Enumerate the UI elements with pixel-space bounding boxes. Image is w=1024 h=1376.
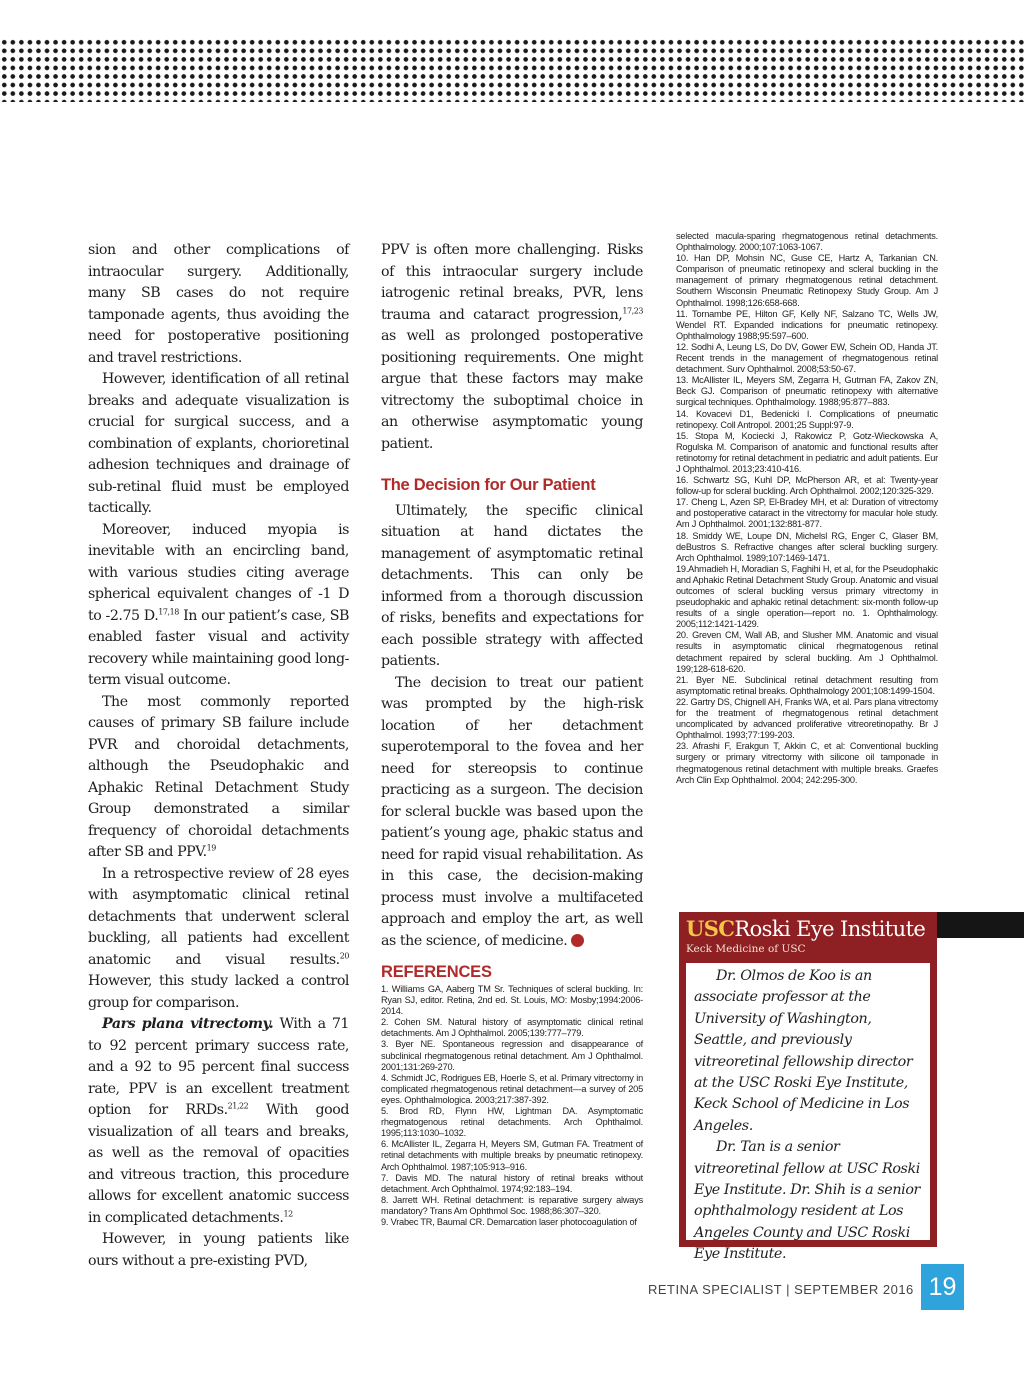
reference-item: 6. McAllister IL, Zegarra H, Meyers SM, Gutman FA. Treatment of retinal detachments with multiple breaks by pneumatic retinopexy. Arch Ophthalmol. 1987;105:913–916.	[381, 1139, 643, 1172]
references-heading: REFERENCES	[381, 963, 492, 981]
sidebar-accent-bar	[937, 912, 1024, 938]
reference-item: 8. Jarrett WH. Retinal detachment: is reparative surgery always mandatory? Trans Am Ophthmol Soc. 1988;86:307–320.	[381, 1194, 643, 1216]
reference-item: 5. Brod RD, Flynn HW, Lightman DA. Asymptomatic rhegmatogenous retinal detachments. Arch Ophthalmol. 1995;113:1030–1032.	[381, 1106, 643, 1139]
reference-item: 10. Han DP, Mohsin NC, Guse CE, Hartz A, Tarkanian CN. Comparison of pneumatic retinopexy and scleral buckling in the management of primary rhegmatogenous retinal detachment. Southern Wisconsin Pneumatic Retinopexy Study Group. Am J Ophthalmol. 1998;126:658-668.	[676, 253, 938, 308]
logo-subtitle: Keck Medicine of USC	[686, 943, 806, 955]
author-bio-box	[686, 963, 930, 1263]
reference-item: 23. Afrashi F, Erakgun T, Akkin C, et al: Conventional buckling surgery or primary vitrectomy with silicone oil tamponade in rhegmatogenous retinal detachment with multiple breaks. Graefes Arch Clin Exp Ophthalmol. 2004; 242:295-300.	[676, 741, 938, 785]
reference-item: 18. Smiddy WE, Loupe DN, Michelsl RG, Enger C, Glaser BM, deBustros S. Refractive changes after scleral buckling surgery. Arch Ophthalmol. 1989;107:1469-1471.	[676, 530, 938, 563]
reference-item: 19.Ahmadieh H, Moradian S, Faghihi H, et al, for the Pseudophakic and Aphakic Retinal Detachment Study Group. Anatomic and visual outcomes of scleral buckling versus primary vitrectomy in pseudophakic and aphakic retinal detachment: six-month follow-up results of a single operation—report no. 1. Ophthalmology. 2005;112:1421-1429.	[676, 563, 938, 630]
paragraph: Pars plana vitrectomy. With a 71 to 92 percent primary success rate, and a 92 to 95 percent final success rate, PPV is an excellent treatment option for RRDs.$^{21,22}$ With good visualization of all tears and breaks, as well as the removal of opacities and vitreous traction, this procedure allows for excellent anatomic success in complicated detachments.$^{12}$	[88, 1016, 349, 1226]
references-list-left	[381, 984, 643, 1228]
author-sidebar	[679, 912, 937, 1263]
paragraph: In a retrospective review of 28 eyes with asymptomatic clinical retinal detachments that underwent scleral buckling, all patients had excellent anatomic and visual results.$^{20}$ However, this study lacked a control group for comparison.	[88, 865, 349, 1011]
usc-roski-logo: USCRoski Eye Institute	[686, 916, 926, 941]
reference-item: 13. McAllister IL, Meyers SM, Zegarra H, Gutman FA, Zakov ZN, Beck GJ. Comparison of pneumatic retinopexy with alternative surgical techniques. Ophthalmology. 1988;95:877–883.	[676, 375, 938, 408]
reference-item: selected macula-sparing rhegmatogenous retinal detachments. Ophthalmology. 2000;107:1063-1067.	[676, 231, 938, 253]
author-bio: Dr. Olmos de Koo is an associate professor at the University of Washington, Seattle, and previously vitreoretinal fellowship director at the USC Roski Eye Institute, Keck School of Medicine in Los Angeles.	[694, 968, 913, 1134]
paragraph: sion and other complications of intraocular surgery. Additionally, many SB cases do not require tamponade agents, thus avoiding the need for postoperative positioning and travel restrictions.	[88, 242, 349, 366]
reference-item: 17. Cheng L, Azen SP, El-Bradey MH, et al: Duration of vitrectomy and postoperative cataract in the vitrectomy for macular hole study. Am J Ophthalmol. 2001;132:881-877.	[676, 497, 938, 530]
paragraph: The most commonly reported causes of primary SB failure include PVR and choroidal detachments, although the Pseudophakic and Aphakic Retinal Detachment Study Group demonstrated a similar frequency of choroidal detachments after SB and PPV.$^{19}$	[88, 693, 349, 860]
dot-pattern-header	[0, 38, 1024, 102]
end-mark-icon: RS	[571, 934, 584, 947]
reference-item: 15. Stopa M, Kociecki J, Rakowicz P, Gotz-Wieckowska A, Rogulska M. Comparison of anatomic and functional results after retinotomy for retinal detachment in pediatric and adult patients. Eur J Ophthalmol. 2013;23:410-416.	[676, 430, 938, 474]
author-bio: Dr. Tan is a senior vitreoretinal fellow at USC Roski Eye Institute. Dr. Shih is a senior ophthalmology resident at Los Angeles County and USC Roski Eye Institute.	[694, 1139, 920, 1263]
reference-item: 12. Sodhi A, Leung LS, Do DV, Gower EW, Schein OD, Handa JT. Recent trends in the management of rhegmatogenous retinal detachment. Surv Ophthalmol. 2008;53:50-67.	[676, 341, 938, 375]
paragraph: The decision to treat our patient was prompted by the high-risk location of her detachment superotemporal to the fovea and her need for stereopsis to continue practicing as a surgeon. The decision for scleral buckle was based upon the patient’s young age, phakic status and need for rapid visual rehabilitation. As in this case, the decision-making process must involve a multifaceted approach and employ the art, as well as the science, of medicine. RS	[381, 674, 643, 949]
page-number: 19	[921, 1264, 964, 1310]
article-column-2	[381, 240, 643, 952]
article-column-1	[88, 240, 349, 1272]
reference-item: 3. Byer NE. Spontaneous regression and disappearance of subclinical rhegmatogenous retinal detachment. Am J Ophthalmol. 2001;131:269-270.	[381, 1039, 643, 1072]
paragraph: However, in young patients like ours without a pre-existing PVD,	[88, 1231, 349, 1269]
paragraph: However, identification of all retinal breaks and adequate visualization is crucial for surgical success, and a combination of explants, chorioretinal adhesion techniques and drainage of sub-retinal fluid must be employed tactically.	[88, 371, 349, 516]
reference-item: 9. Vrabec TR, Baumal CR. Demarcation laser photocoagulation of	[381, 1216, 637, 1227]
reference-item: 16. Schwartz SG, Kuhl DP, McPherson AR, et al: Twenty-year follow-up for scleral buckling. Arch Ophthalmol. 2002;120:325-329.	[676, 475, 938, 497]
reference-item: 1. Williams GA, Aaberg TM Sr. Techniques of scleral buckling. In: Ryan SJ, editor. Retina, 2nd ed. St. Louis, MO: Mosby;1994:2006-2014.	[381, 984, 643, 1017]
subheading-pars-plana: Pars plana vitrectomy.	[102, 1016, 274, 1032]
reference-item: 20. Greven CM, Wall AB, and Slusher MM. Anatomic and visual results in asymptomatic clinical rhegmatogenous retinal detachment repaired by scleral buckling. Am J Ophthalmol. 199;128-618-620.	[676, 630, 938, 674]
reference-item: 21. Byer NE. Subclinical retinal detachment resulting from asymptomatic retinal breaks. Ophthalmology 2001;108:1499-1504.	[676, 674, 938, 696]
paragraph: Moreover, induced myopia is inevitable with an encircling band, with various studies citing average spherical equivalent changes of -1 D to -2.75 D.$^{17,18}$ In our patient’s case, SB enabled faster visual and activity recovery while maintaining good long-term visual outcome.	[88, 521, 350, 688]
reference-item: 2. Cohen SM. Natural history of asymptomatic clinical retinal detachments. Am J Ophthalmol. 2005;139:777–779.	[381, 1017, 643, 1039]
reference-item: 14. Kovacevi D1, Bedenicki I. Complications of pneumatic retinopexy. Coll Antropol. 2001;25 Suppl:97-9.	[676, 408, 938, 430]
paragraph: PPV is often more challenging. Risks of this intraocular surgery include iatrogenic retinal breaks, PVR, lens trauma and cataract progression,$^{17,23}$ as well as prolonged postoperative positioning requirements. One might argue that these factors may make vitrectomy the suboptimal choice in an otherwise asymptomatic young patient.	[381, 242, 643, 452]
paragraph: Ultimately, the specific clinical situation at hand dictates the management of asymptomatic retinal detachments. This can only be informed from a thorough discussion of risks, benefits and expectations for each possible strategy with affected patients.	[381, 502, 643, 669]
references-list-right	[676, 231, 938, 786]
reference-item: 22. Gartry DS, Chignell AH, Franks WA, et al. Pars plana vitrectomy for the treatment of rhegmatogenous retinal detachment uncomplicated by advanced proliferative vitreoretinopathy. Br J Ophthalmol. 1993;77:199-203.	[676, 696, 938, 741]
footer-publication: RETINA SPECIALIST | SEPTEMBER 2016	[648, 1282, 914, 1297]
section-heading: The Decision for Our Patient	[381, 476, 596, 494]
reference-item: 4. Schmidt JC, Rodrigues EB, Hoerle S, et al. Primary vitrectomy in complicated rhegmatogenous retinal detachment—a survey of 205 eyes. Ophthalmologica. 2003;217:387-392.	[381, 1072, 643, 1105]
reference-item: 11. Tornambe PE, Hilton GF, Kelly NF, Salzano TC, Wells JW, Wendel RT. Expanded indications for pneumatic retinopexy. Ophthalmology 1988;95:597–600.	[676, 308, 938, 341]
reference-item: 7. Davis MD. The natural history of retinal breaks without detachment. Arch Ophthalmol. 1974;92:183–194.	[381, 1172, 643, 1194]
